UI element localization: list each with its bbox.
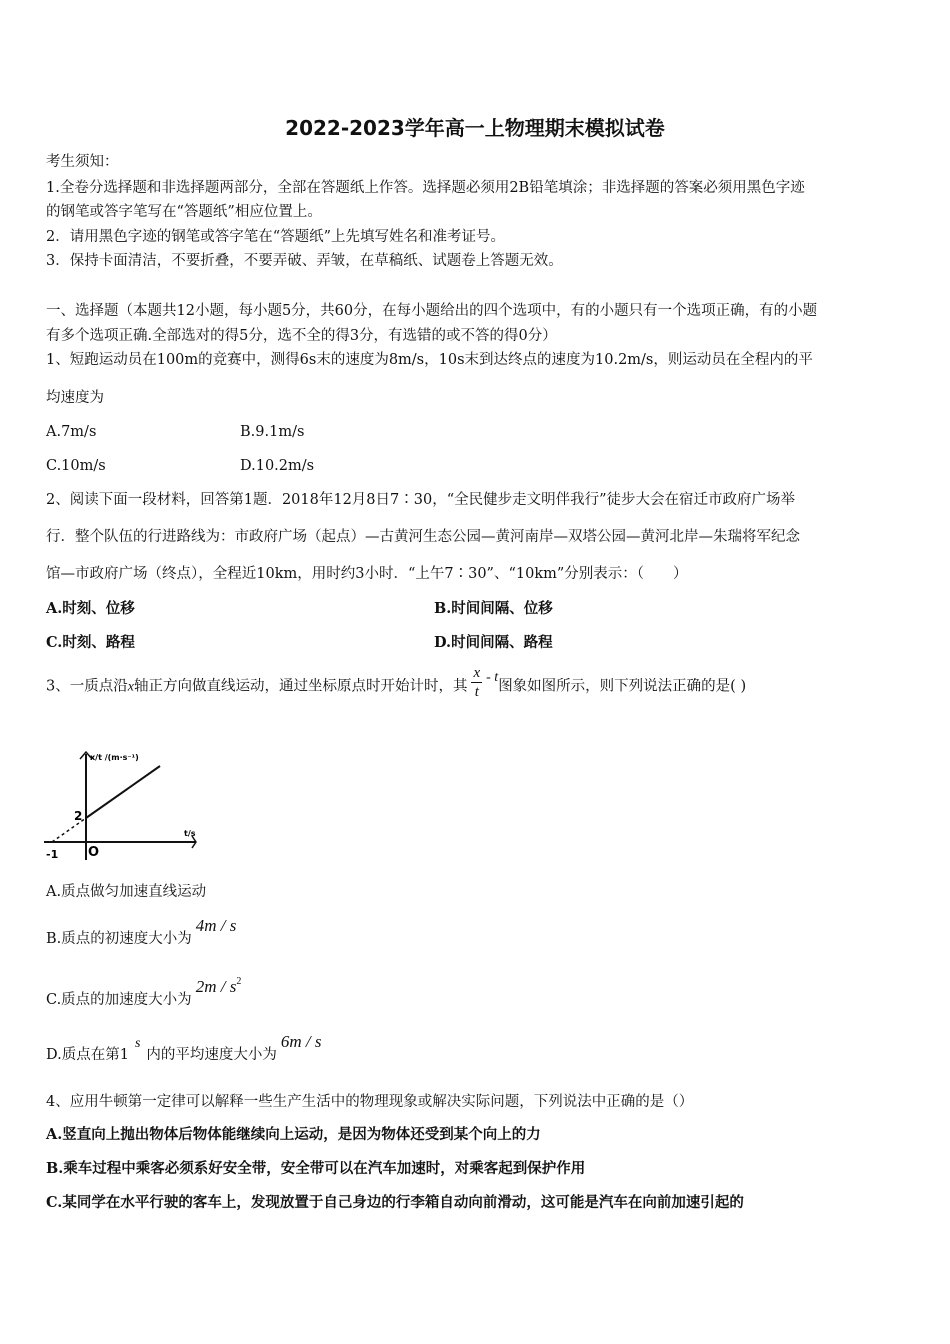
q3-frac-num: x [473,665,481,681]
q3-option-c [46,976,242,1010]
q3-option-c-value: 2m / s [195,976,237,996]
q3-option-b [46,916,237,949]
q3-stem [46,665,747,705]
q2-stem-line-2: 行．整个队伍的行进路线为：市政府广场（起点）—古黄河生态公园—黄河南岸—双塔公园—黄河北岸—朱瑞将军纪念 [46,529,800,545]
q3-graph-x-label: t/s [184,829,196,838]
q3-frac-suffix: - t [486,669,499,685]
q2-option-d: D.时间间隔、路程 [434,634,553,651]
q1-option-a: A.7m/s [46,424,97,440]
notice-line-4: 3．保持卡面清洁，不要折叠，不要弄破、弄皱，在草稿纸、试题卷上答题无效。 [46,253,563,269]
q3-graph-neg-label: -1 [46,848,59,861]
q4-option-c: C.某同学在水平行驶的客车上，发现放置于自己身边的行李箱自动向前滑动，这可能是汽车在向前加速引起的 [46,1194,744,1211]
q4-option-b: B.乘车过程中乘客必须系好安全带，安全带可以在汽车加速时，对乘客起到保护作用 [46,1160,586,1177]
notice-line-3: 2．请用黑色字迹的钢笔或答字笔在“答题纸”上先填写姓名和准考证号。 [46,229,506,245]
q1-stem-line-2: 均速度为 [46,390,104,406]
q3-graph-origin-label: O [88,845,100,860]
q3-stem-text-1: 3、一质点沿 [46,678,128,695]
q3-stem-text-2: 轴正方向做直线运动，通过坐标原点时开始计时，其 [133,678,468,695]
q3-option-d-text-1: D.质点在第1 [46,1047,129,1063]
q1-option-d: D.10.2m/s [240,458,315,474]
q4-option-a: A.竖直向上抛出物体后物体能继续向上运动，是因为物体还受到某个向上的力 [46,1126,541,1143]
q3-graph [40,748,210,862]
q3-option-d-unit: s [134,1036,141,1051]
q2-stem-line-1: 2、阅读下面一段材料，回答第1题．2018年12月8日7∶30，“全民健步走文明伴我行”徒步大会在宿迁市政府广场举 [46,492,796,508]
q1-option-b: B.9.1m/s [240,424,305,440]
q3-frac-den: t [474,684,479,700]
q2-option-b: B.时间间隔、位移 [434,600,553,617]
q3-graph-line [86,766,160,818]
q3-option-d [46,1032,322,1066]
q3-option-d-text-2: 内的平均速度大小为 [146,1047,277,1063]
q2-option-c: C.时刻、路程 [46,634,135,651]
q4-stem: 4、应用牛顿第一定律可以解释一些生产生活中的物理现象或解决实际问题，下列说法中正确的是（） [46,1094,694,1110]
q2-stem-line-3: 馆—市政府广场（终点），全程近10km，用时约3小时．“上午7∶30”、“10km”分别表示：（ ） [46,566,688,582]
q3-option-a: A.质点做匀加速直线运动 [46,884,207,900]
q3-option-b-value: 4m / s [195,916,237,935]
q3-fraction [471,664,482,701]
q3-axis-var: x [127,679,134,695]
q3-option-c-exponent: 2 [236,976,242,987]
q2-option-a: A.时刻、位移 [46,600,135,617]
section-header-line-1: 一、选择题（本题共12小题，每小题5分，共60分，在每小题给出的四个选项中，有的小题只有一个选项正确，有的小题 [46,303,818,319]
exam-title: 2022-2023学年高一上物理期末模拟试卷 [285,116,665,140]
notice-line-1: 1.全卷分选择题和非选择题两部分，全部在答题纸上作答。选择题必须用2B铅笔填涂；非选择题的答案必须用黑色字迹 [46,180,805,196]
q1-option-c: C.10m/s [46,458,106,474]
q3-graph-y-label: x/t /(m·s⁻¹) [90,753,139,762]
q1-stem-line-1: 1、短跑运动员在100m的竞赛中，测得6s末的速度为8m/s，10s末到达终点的速度为10.2m/s，则运动员在全程内的平 [46,352,813,368]
q3-graph-intercept-label: 2 [74,809,83,823]
q3-option-b-text: B.质点的初速度大小为 [46,931,192,947]
q3-option-c-text: C.质点的加速度大小为 [46,991,192,1008]
q3-stem-text-3: 图象如图所示，则下列说法正确的是( ) [498,678,747,695]
notice-line-2: 的钢笔或答字笔写在“答题纸”相应位置上。 [46,204,322,220]
notice-heading: 考生须知： [46,154,119,170]
section-header-line-2: 有多个选项正确.全部选对的得5分，选不全的得3分，有选错的或不答的得0分） [46,328,557,344]
q3-option-d-value: 6m / s [280,1032,322,1051]
